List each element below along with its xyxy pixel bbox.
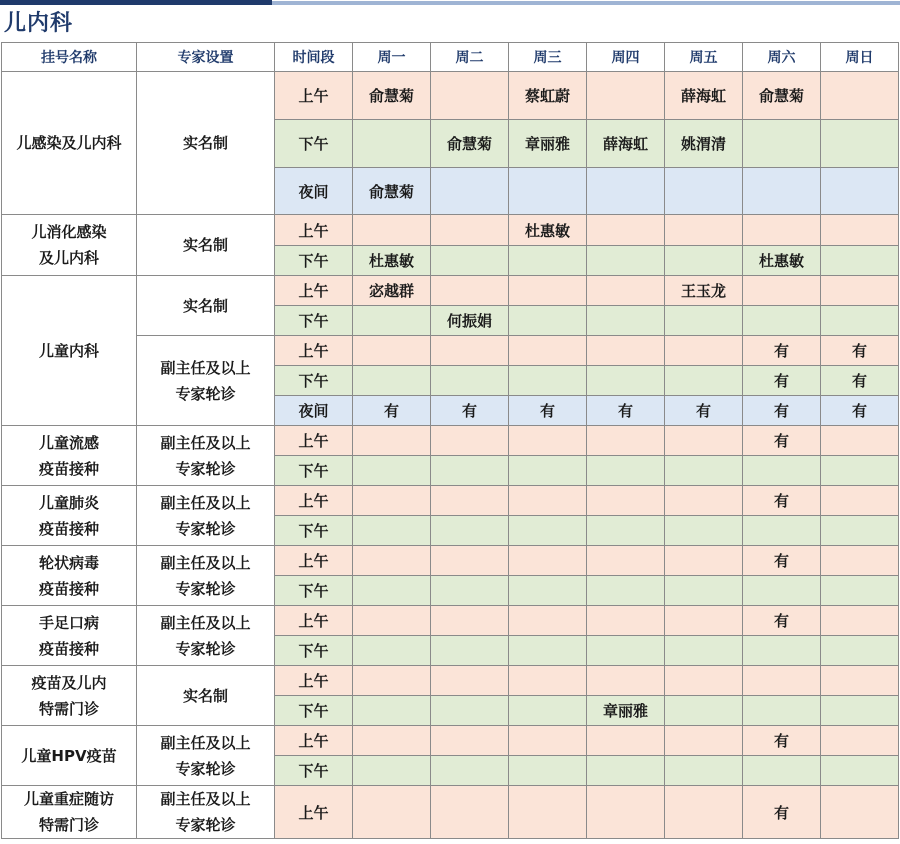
schedule-cell-fri: 薛海虹 <box>665 72 743 120</box>
expert-setting-cell <box>137 72 275 215</box>
col-header-time-slot: 时间段 <box>275 43 353 72</box>
schedule-cell-wed <box>509 456 587 486</box>
table-row <box>2 546 899 576</box>
schedule-cell-sun <box>821 786 899 839</box>
schedule-cell-mon <box>353 576 431 606</box>
schedule-cell-tue <box>431 636 509 666</box>
schedule-cell-sat <box>743 666 821 696</box>
expert-setting-cell <box>137 426 275 486</box>
schedule-cell-tue: 有 <box>431 396 509 426</box>
schedule-cell-wed: 杜惠敏 <box>509 215 587 246</box>
schedule-cell-sat <box>743 215 821 246</box>
time-slot-cell: 下午 <box>275 756 353 786</box>
schedule-cell-tue <box>431 516 509 546</box>
schedule-cell-wed <box>509 276 587 306</box>
schedule-cell-fri <box>665 486 743 516</box>
expert-setting-line: 副主任及以上 <box>160 733 251 752</box>
schedule-cell-wed <box>509 696 587 726</box>
schedule-cell-sat <box>743 306 821 336</box>
expert-setting-cell <box>137 546 275 606</box>
schedule-cell-thu <box>587 366 665 396</box>
schedule-cell-thu <box>587 636 665 666</box>
schedule-cell-sun <box>821 426 899 456</box>
expert-setting-cell <box>137 486 275 546</box>
schedule-cell-sun <box>821 576 899 606</box>
expert-setting-line: 专家轮诊 <box>175 519 236 538</box>
col-header-sun: 周日 <box>821 43 899 72</box>
schedule-cell-tue <box>431 168 509 215</box>
expert-setting-line: 副主任及以上 <box>160 493 251 512</box>
col-header-sat: 周六 <box>743 43 821 72</box>
time-slot-cell: 上午 <box>275 336 353 366</box>
registration-name-line: 疫苗接种 <box>38 519 99 538</box>
schedule-cell-tue <box>431 456 509 486</box>
registration-name-line: 疫苗接种 <box>38 459 99 478</box>
schedule-cell-thu: 有 <box>587 396 665 426</box>
schedule-cell-tue <box>431 276 509 306</box>
schedule-cell-fri: 王玉龙 <box>665 276 743 306</box>
schedule-cell-sun <box>821 546 899 576</box>
registration-name-line: 轮状病毒 <box>38 553 99 572</box>
schedule-cell-tue <box>431 696 509 726</box>
schedule-cell-sun <box>821 306 899 336</box>
schedule-cell-sun <box>821 215 899 246</box>
registration-name-line: 儿感染及儿内科 <box>16 134 122 152</box>
expert-setting-cell <box>137 726 275 786</box>
time-slot-cell: 上午 <box>275 786 353 839</box>
schedule-cell-mon <box>353 726 431 756</box>
registration-name-cell <box>2 426 137 486</box>
schedule-cell-mon <box>353 546 431 576</box>
table-row <box>2 72 899 120</box>
schedule-cell-sun <box>821 696 899 726</box>
schedule-cell-thu <box>587 606 665 636</box>
time-slot-cell: 上午 <box>275 666 353 696</box>
schedule-cell-tue <box>431 246 509 276</box>
schedule-cell-sat <box>743 696 821 726</box>
time-slot-cell: 上午 <box>275 426 353 456</box>
schedule-cell-mon: 有 <box>353 396 431 426</box>
time-slot-cell: 下午 <box>275 246 353 276</box>
table-row <box>2 426 899 456</box>
schedule-cell-sun: 有 <box>821 396 899 426</box>
schedule-cell-thu <box>587 168 665 215</box>
schedule-cell-fri <box>665 756 743 786</box>
schedule-cell-tue: 俞慧菊 <box>431 120 509 168</box>
schedule-cell-mon <box>353 606 431 636</box>
registration-name-line: 儿童重症随访 <box>23 790 114 808</box>
schedule-cell-sat <box>743 120 821 168</box>
schedule-cell-thu <box>587 336 665 366</box>
schedule-cell-wed <box>509 606 587 636</box>
expert-setting-line: 副主任及以上 <box>160 433 251 452</box>
schedule-cell-sat: 有 <box>743 546 821 576</box>
expert-setting-cell <box>137 276 275 336</box>
registration-name-line: 特需门诊 <box>38 699 99 718</box>
title-accent-bar <box>0 0 272 5</box>
schedule-cell-sat: 有 <box>743 336 821 366</box>
schedule-cell-fri <box>665 366 743 396</box>
schedule-cell-sun <box>821 168 899 215</box>
page-title: 儿内科 <box>4 11 74 36</box>
schedule-cell-fri <box>665 168 743 215</box>
schedule-cell-sun <box>821 606 899 636</box>
table-row <box>2 336 899 366</box>
schedule-cell-sat: 俞慧菊 <box>743 72 821 120</box>
schedule-cell-fri <box>665 666 743 696</box>
schedule-cell-sun <box>821 456 899 486</box>
schedule-cell-tue <box>431 606 509 636</box>
schedule-cell-sat <box>743 516 821 546</box>
registration-name-cell <box>2 666 137 726</box>
schedule-cell-wed: 蔡虹蔚 <box>509 72 587 120</box>
expert-setting-cell <box>137 666 275 726</box>
col-header-thu: 周四 <box>587 43 665 72</box>
schedule-cell-thu: 薛海虹 <box>587 120 665 168</box>
time-slot-cell: 下午 <box>275 306 353 336</box>
schedule-cell-sun <box>821 276 899 306</box>
schedule-cell-sun <box>821 516 899 546</box>
schedule-cell-fri <box>665 786 743 839</box>
schedule-cell-tue <box>431 215 509 246</box>
time-slot-cell: 上午 <box>275 546 353 576</box>
schedule-cell-fri <box>665 215 743 246</box>
expert-setting-line: 实名制 <box>182 236 228 254</box>
time-slot-cell: 下午 <box>275 576 353 606</box>
schedule-cell-thu <box>587 426 665 456</box>
col-header-tue: 周二 <box>431 43 509 72</box>
expert-setting-line: 专家轮诊 <box>175 579 236 598</box>
schedule-cell-wed <box>509 786 587 839</box>
table-row <box>2 486 899 516</box>
schedule-cell-thu <box>587 276 665 306</box>
schedule-cell-tue <box>431 726 509 756</box>
time-slot-cell: 下午 <box>275 456 353 486</box>
col-header-fri: 周五 <box>665 43 743 72</box>
schedule-cell-wed <box>509 516 587 546</box>
expert-setting-line: 专家轮诊 <box>175 759 236 778</box>
time-slot-cell: 上午 <box>275 215 353 246</box>
schedule-cell-tue <box>431 786 509 839</box>
schedule-cell-sun: 有 <box>821 366 899 396</box>
schedule-cell-mon <box>353 120 431 168</box>
expert-setting-cell <box>137 215 275 276</box>
expert-setting-line: 副主任及以上 <box>160 790 251 808</box>
schedule-cell-mon <box>353 666 431 696</box>
schedule-cell-wed <box>509 426 587 456</box>
schedule-cell-mon <box>353 786 431 839</box>
time-slot-cell: 上午 <box>275 486 353 516</box>
schedule-cell-thu <box>587 576 665 606</box>
schedule-cell-mon <box>353 215 431 246</box>
table-row <box>2 726 899 756</box>
time-slot-cell: 下午 <box>275 516 353 546</box>
schedule-cell-thu <box>587 726 665 756</box>
header-row <box>2 43 899 72</box>
schedule-cell-fri <box>665 576 743 606</box>
registration-name-line: 特需门诊 <box>38 816 99 834</box>
schedule-cell-fri <box>665 606 743 636</box>
time-slot-cell: 上午 <box>275 606 353 636</box>
time-slot-cell: 上午 <box>275 276 353 306</box>
col-header-registration-name: 挂号名称 <box>2 43 137 72</box>
schedule-cell-fri <box>665 516 743 546</box>
expert-setting-line: 专家轮诊 <box>175 816 236 834</box>
schedule-cell-thu <box>587 215 665 246</box>
time-slot-cell: 上午 <box>275 72 353 120</box>
schedule-cell-fri <box>665 696 743 726</box>
schedule-cell-tue <box>431 366 509 396</box>
schedule-cell-sat: 有 <box>743 606 821 636</box>
schedule-cell-mon <box>353 426 431 456</box>
expert-setting-line: 副主任及以上 <box>160 358 251 377</box>
schedule-cell-sat: 有 <box>743 726 821 756</box>
schedule-cell-mon <box>353 696 431 726</box>
schedule-cell-tue <box>431 72 509 120</box>
time-slot-cell: 下午 <box>275 120 353 168</box>
schedule-cell-fri <box>665 546 743 576</box>
registration-name-cell <box>2 606 137 666</box>
schedule-cell-mon <box>353 516 431 546</box>
schedule-cell-mon <box>353 306 431 336</box>
schedule-cell-fri <box>665 726 743 756</box>
schedule-cell-mon <box>353 486 431 516</box>
registration-name-line: 疫苗及儿内 <box>31 673 107 692</box>
schedule-cell-sun <box>821 246 899 276</box>
registration-name-line: 及儿内科 <box>38 249 99 267</box>
schedule-cell-fri: 姚渭清 <box>665 120 743 168</box>
schedule-cell-wed: 章丽雅 <box>509 120 587 168</box>
expert-setting-line: 实名制 <box>182 686 228 705</box>
expert-setting-line: 副主任及以上 <box>160 553 251 572</box>
schedule-cell-wed <box>509 756 587 786</box>
time-slot-cell: 夜间 <box>275 396 353 426</box>
schedule-cell-thu <box>587 546 665 576</box>
schedule-cell-fri <box>665 246 743 276</box>
time-slot-cell: 夜间 <box>275 168 353 215</box>
schedule-cell-fri: 有 <box>665 396 743 426</box>
schedule-cell-thu <box>587 246 665 276</box>
schedule-cell-wed <box>509 168 587 215</box>
schedule-cell-wed <box>509 486 587 516</box>
table-row <box>2 215 899 246</box>
schedule-cell-thu <box>587 72 665 120</box>
registration-name-cell <box>2 486 137 546</box>
schedule-cell-mon: 宓越群 <box>353 276 431 306</box>
expert-setting-cell <box>137 606 275 666</box>
registration-name-line: 儿童内科 <box>38 341 99 360</box>
schedule-cell-thu <box>587 486 665 516</box>
registration-name-line: 儿童HPV疫苗 <box>21 746 117 765</box>
schedule-cell-tue <box>431 426 509 456</box>
schedule-cell-sun: 有 <box>821 336 899 366</box>
col-header-mon: 周一 <box>353 43 431 72</box>
schedule-cell-wed <box>509 546 587 576</box>
schedule-cell-mon <box>353 756 431 786</box>
schedule-cell-thu <box>587 786 665 839</box>
table-row <box>2 276 899 306</box>
schedule-cell-fri <box>665 426 743 456</box>
schedule-cell-wed <box>509 576 587 606</box>
schedule-cell-sun <box>821 120 899 168</box>
expert-setting-line: 专家轮诊 <box>175 639 236 658</box>
registration-name-cell <box>2 726 137 786</box>
expert-setting-line: 实名制 <box>182 296 228 315</box>
schedule-cell-thu: 章丽雅 <box>587 696 665 726</box>
schedule-cell-mon <box>353 336 431 366</box>
page-header <box>0 0 900 42</box>
schedule-cell-sat: 有 <box>743 426 821 456</box>
schedule-cell-thu <box>587 456 665 486</box>
table-row <box>2 606 899 636</box>
schedule-cell-wed <box>509 366 587 396</box>
expert-setting-line: 副主任及以上 <box>160 613 251 632</box>
schedule-cell-fri <box>665 306 743 336</box>
expert-setting-line: 专家轮诊 <box>175 459 236 478</box>
table-row <box>2 786 899 839</box>
schedule-cell-mon <box>353 456 431 486</box>
schedule-cell-thu <box>587 516 665 546</box>
schedule-cell-thu <box>587 756 665 786</box>
schedule-cell-sat: 有 <box>743 786 821 839</box>
schedule-cell-sat: 有 <box>743 486 821 516</box>
schedule-cell-tue: 何振娟 <box>431 306 509 336</box>
schedule-cell-sun <box>821 726 899 756</box>
schedule-cell-tue <box>431 756 509 786</box>
schedule-cell-wed <box>509 246 587 276</box>
schedule-cell-sat: 有 <box>743 366 821 396</box>
schedule-cell-sun <box>821 636 899 666</box>
registration-name-line: 疫苗接种 <box>38 579 99 598</box>
schedule-cell-fri <box>665 456 743 486</box>
schedule-cell-sat: 有 <box>743 396 821 426</box>
schedule-body <box>2 72 899 839</box>
schedule-table <box>1 42 899 839</box>
schedule-cell-sun <box>821 756 899 786</box>
schedule-cell-wed <box>509 336 587 366</box>
schedule-cell-sat <box>743 756 821 786</box>
col-header-expert-setting: 专家设置 <box>137 43 275 72</box>
registration-name-cell <box>2 276 137 426</box>
time-slot-cell: 上午 <box>275 726 353 756</box>
schedule-cell-sat: 杜惠敏 <box>743 246 821 276</box>
schedule-cell-wed <box>509 306 587 336</box>
time-slot-cell: 下午 <box>275 366 353 396</box>
schedule-cell-wed <box>509 666 587 696</box>
schedule-cell-tue <box>431 666 509 696</box>
registration-name-cell <box>2 215 137 276</box>
registration-name-line: 手足口病 <box>38 613 99 632</box>
registration-name-line: 儿消化感染 <box>31 223 107 241</box>
schedule-cell-fri <box>665 336 743 366</box>
schedule-cell-mon: 俞慧菊 <box>353 72 431 120</box>
schedule-cell-wed <box>509 636 587 666</box>
col-header-wed: 周三 <box>509 43 587 72</box>
schedule-cell-fri <box>665 636 743 666</box>
expert-setting-cell <box>137 786 275 839</box>
schedule-cell-sat <box>743 168 821 215</box>
title-accent-bar-light <box>272 1 900 5</box>
schedule-cell-thu <box>587 306 665 336</box>
schedule-cell-wed <box>509 726 587 756</box>
expert-setting-line: 专家轮诊 <box>175 384 236 403</box>
schedule-cell-sat <box>743 276 821 306</box>
registration-name-line: 儿童流感 <box>38 433 99 452</box>
schedule-cell-tue <box>431 486 509 516</box>
time-slot-cell: 下午 <box>275 696 353 726</box>
time-slot-cell: 下午 <box>275 636 353 666</box>
expert-setting-line: 实名制 <box>182 134 228 152</box>
schedule-cell-sat <box>743 576 821 606</box>
schedule-cell-sat <box>743 456 821 486</box>
table-row <box>2 666 899 696</box>
schedule-cell-mon <box>353 636 431 666</box>
schedule-cell-sun <box>821 666 899 696</box>
schedule-cell-wed: 有 <box>509 396 587 426</box>
schedule-cell-mon: 杜惠敏 <box>353 246 431 276</box>
schedule-cell-sun <box>821 72 899 120</box>
schedule-cell-tue <box>431 576 509 606</box>
schedule-cell-tue <box>431 336 509 366</box>
schedule-cell-sat <box>743 636 821 666</box>
schedule-cell-mon: 俞慧菊 <box>353 168 431 215</box>
registration-name-line: 疫苗接种 <box>38 639 99 658</box>
schedule-cell-thu <box>587 666 665 696</box>
expert-setting-cell <box>137 336 275 426</box>
registration-name-cell <box>2 546 137 606</box>
schedule-cell-mon <box>353 366 431 396</box>
schedule-cell-tue <box>431 546 509 576</box>
registration-name-line: 儿童肺炎 <box>38 493 99 512</box>
registration-name-cell <box>2 72 137 215</box>
schedule-cell-sun <box>821 486 899 516</box>
registration-name-cell <box>2 786 137 839</box>
